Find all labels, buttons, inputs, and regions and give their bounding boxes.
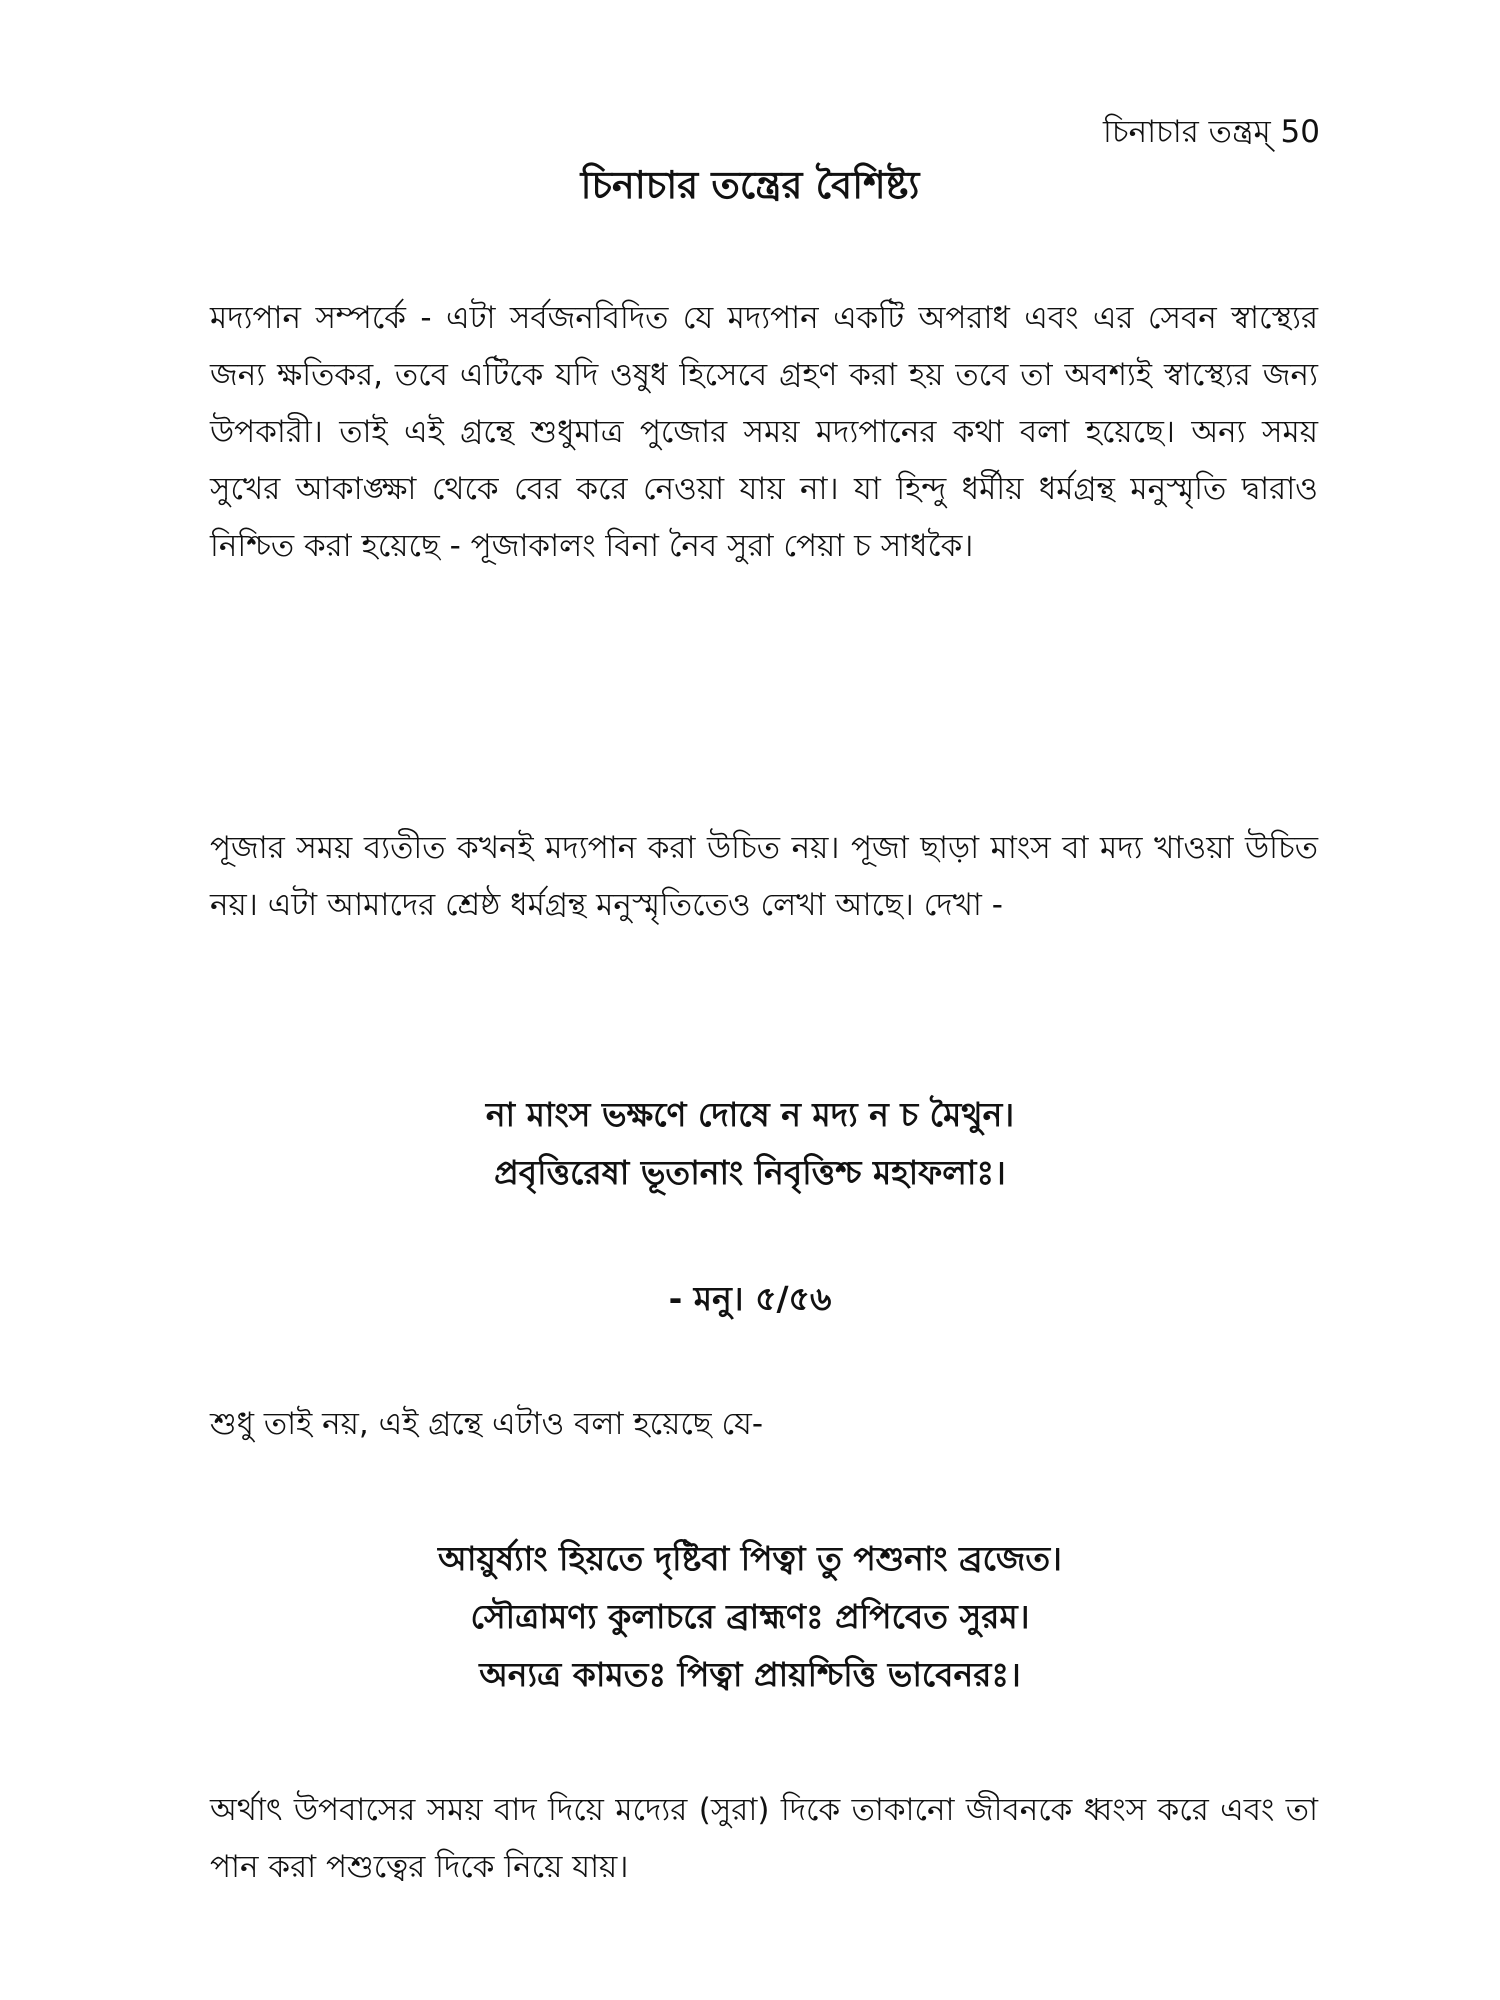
paragraph-alcohol-intro: মদ্যপান সম্পর্কে - এটা সর্বজনবিদিত যে মদ্যপান একটি অপরাধ এবং এর সেবন স্বাস্থ্যের জন্য ক্ষতিকর, তবে এটিকে যদি ওষুধ হিসেবে গ্রহণ করা হয় তবে তা অবশ্যই স্বাস্থ্যের জন্য উপকারী। তাই এই গ্রন্থে শুধুমাত্র পুজোর সময় মদ্যপানের কথা বলা হয়েছে। অন্য সময় সুখের আকাঙ্ক্ষা থেকে বের করে নেওয়া যায় না। যা হিন্দু ধর্মীয় ধর্মগ্রন্থ মনুস্মৃতি দ্বারাও নিশ্চিত করা হয়েছে - পূজাকালং বিনা নৈব সুরা পেয়া চ সাধকৈ। (210, 300, 1318, 564)
verse-line: প্রবৃত্তিরেষা ভূতানাং নিবৃত্তিশ্চ মহাফলাঃ। (494, 1153, 1006, 1192)
verse-sautramani (0, 1530, 1500, 1704)
paragraph-puja-time: পূজার সময় ব্যতীত কখনই মদ্যপান করা উচিত নয়। পূজা ছাড়া মাংস বা মদ্য খাওয়া উচিত নয়। এটা আমাদের শ্রেষ্ঠ ধর্মগ্রন্থ মনুস্মৃতিতেও লেখা আছে। দেখা - (210, 830, 1318, 923)
verse-reference: - মনু। ৫/৫৬ (668, 1279, 832, 1318)
verse-line: আয়ুর্ষ্যাং হিয়তে দৃষ্টিবা পিত্বা তু পশুনাং ব্রজেত। (438, 1539, 1062, 1578)
verse-line: না মাংস ভক্ষণে দোষে ন মদ্য ন চ মৈথুন। (485, 1095, 1015, 1134)
verse-manu (0, 1086, 1500, 1202)
running-header: চিনাচার তন্ত্রম্ 50 (1102, 114, 1320, 150)
paragraph-meaning: অর্থাৎ উপবাসের সময় বাদ দিয়ে মদ্যের (সুরা) দিকে তাকানো জীবনকে ধ্বংস করে এবং তা পান করা পশুত্বের দিকে নিয়ে যায়। (210, 1792, 1318, 1885)
paragraph-not-only: শুধু তাই নয়, এই গ্রন্থে এটাও বলা হয়েছে যে- (210, 1406, 764, 1442)
verse-line: অন্যত্র কামতঃ পিত্বা প্রায়শ্চিত্তি ভাবেনরঃ। (479, 1655, 1021, 1694)
verse-line: সৌত্রামণ্য কুলাচরে ব্রাহ্মণঃ প্রপিবেত সুরম। (470, 1597, 1030, 1636)
page-title: চিনাচার তন্ত্রের বৈশিষ্ট্য (580, 163, 920, 207)
